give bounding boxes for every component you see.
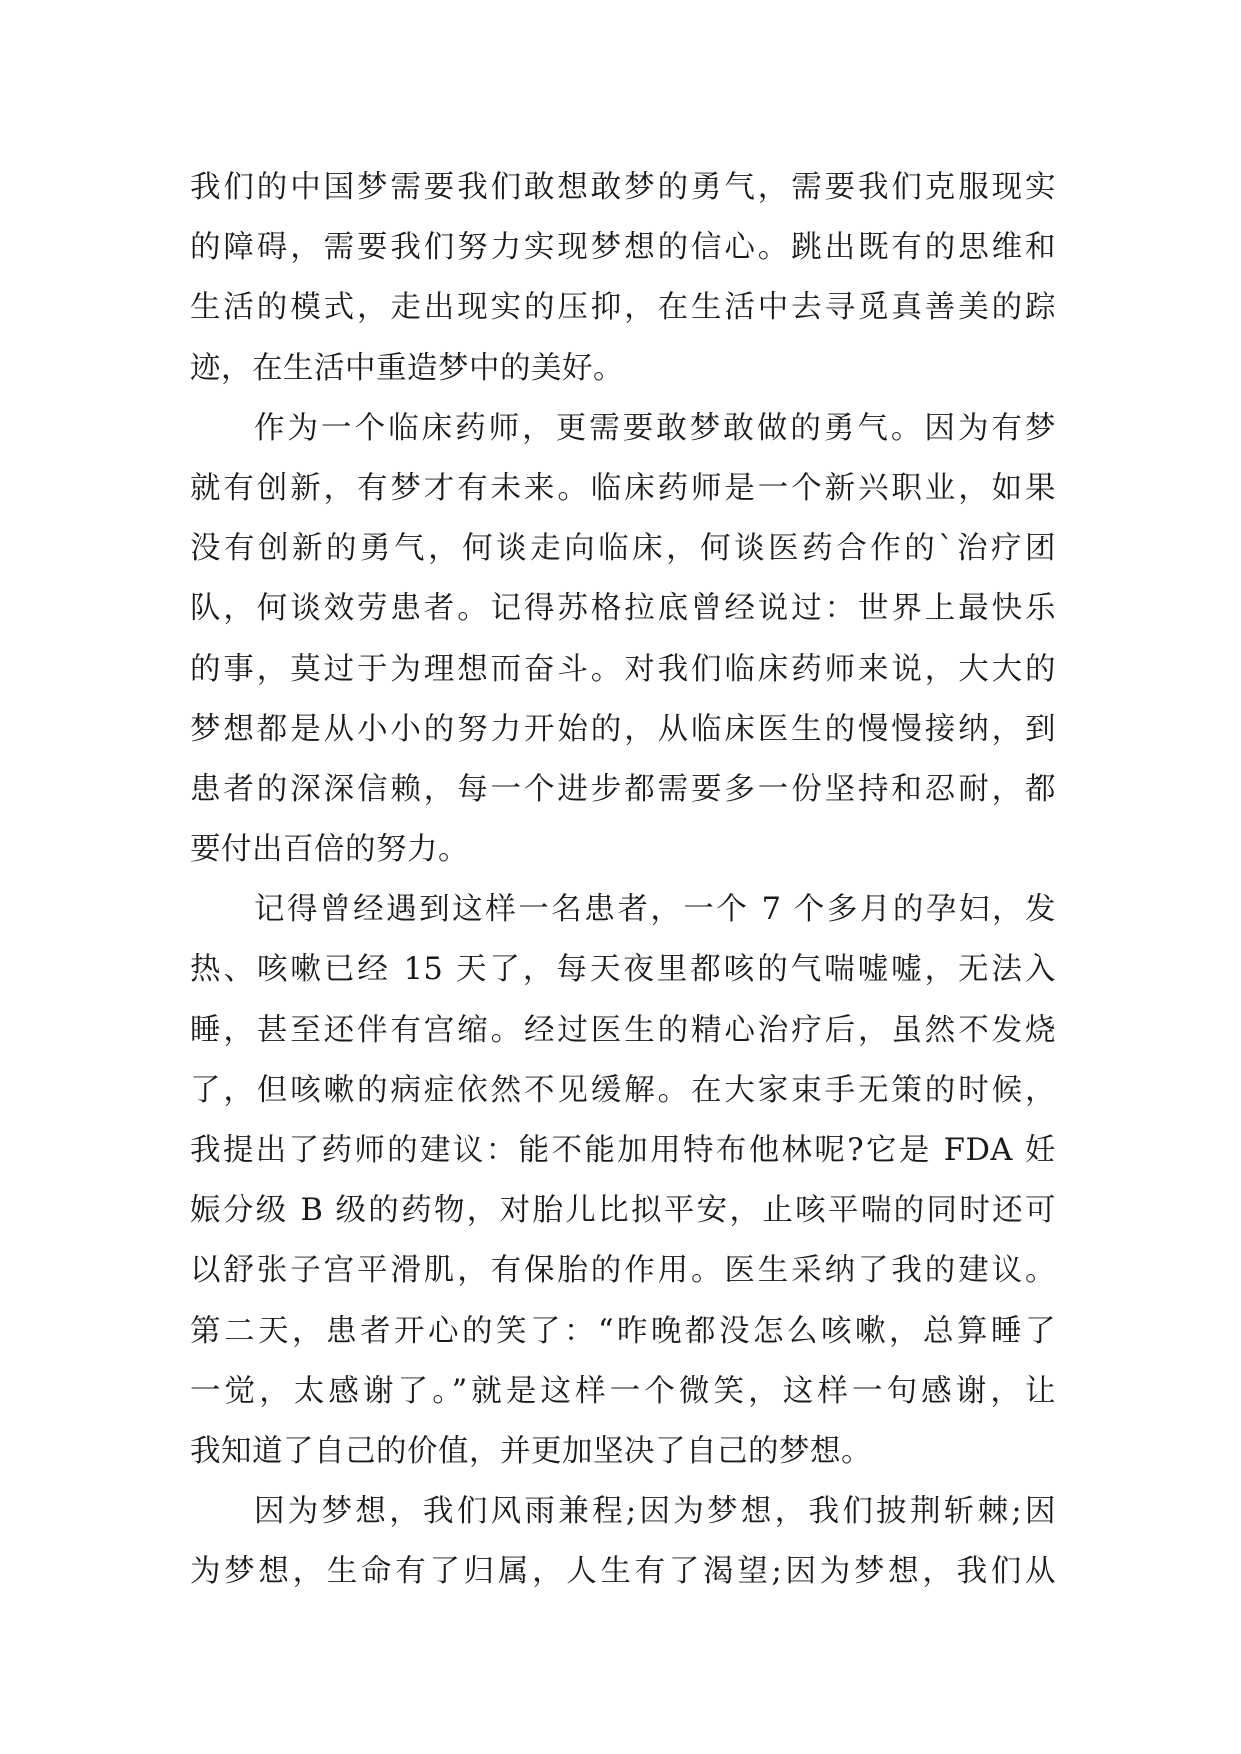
body-text	[190, 158, 1056, 1603]
paragraph	[190, 880, 1056, 1482]
text-line: 没有创新的勇气，何谈走向临床，何谈医药合作的`治疗团	[190, 531, 1056, 567]
text-line: 队，何谈效劳患者。记得苏格拉底曾经说过：世界上最快乐	[190, 591, 1056, 627]
text-line: 睡，甚至还伴有宫缩。经过医生的精心治疗后，虽然不发烧	[190, 1012, 1056, 1048]
text-line: 要付出百倍的努力。	[190, 832, 469, 868]
text-line: 因为梦想，我们风雨兼程;因为梦想，我们披荆斩棘;因	[254, 1494, 1056, 1530]
text-line: 生活的模式，走出现实的压抑，在生活中去寻觅真善美的踪	[190, 290, 1056, 326]
text-line: 记得曾经遇到这样一名患者，一个 7 个多月的孕妇，发	[254, 892, 1056, 928]
text-line: 梦想都是从小小的努力开始的，从临床医生的慢慢接纳，到	[190, 711, 1056, 747]
text-line: 娠分级 B 级的药物，对胎儿比拟平安，止咳平喘的同时还可	[190, 1193, 1056, 1229]
text-line: 迹，在生活中重造梦中的美好。	[190, 350, 624, 386]
paragraph	[190, 1482, 1056, 1602]
text-line: 的事，莫过于为理想而奋斗。对我们临床药师来说，大大的	[190, 651, 1056, 687]
text-line: 第二天，患者开心的笑了：“昨晚都没怎么咳嗽，总算睡了	[190, 1313, 1056, 1349]
text-line: 我们的中国梦需要我们敢想敢梦的勇气，需要我们克服现实	[190, 170, 1056, 205]
paragraph	[190, 158, 1056, 399]
text-line: 了，但咳嗽的病症依然不见缓解。在大家束手无策的时候，	[190, 1072, 1056, 1108]
text-line: 的障碍，需要我们努力实现梦想的信心。跳出既有的思维和	[190, 230, 1056, 266]
text-line: 我提出了药师的建议：能不能加用特布他林呢?它是 FDA 妊	[190, 1133, 1056, 1168]
paragraph	[190, 399, 1056, 881]
text-line: 以舒张子宫平滑肌，有保胎的作用。医生采纳了我的建议。	[190, 1253, 1056, 1289]
text-line: 为梦想，生命有了归属，人生有了渴望;因为梦想，我们从	[190, 1554, 1056, 1590]
text-line: 我知道了自己的价值，并更加坚决了自己的梦想。	[190, 1433, 872, 1469]
text-line: 一觉，太感谢了。”就是这样一个微笑，这样一句感谢，让	[190, 1373, 1056, 1409]
text-line: 热、咳嗽已经 15 天了，每天夜里都咳的气喘嘘嘘，无法入	[190, 952, 1056, 988]
text-line: 就有创新，有梦才有未来。临床药师是一个新兴职业，如果	[190, 470, 1056, 506]
text-line: 作为一个临床药师，更需要敢梦敢做的勇气。因为有梦	[254, 410, 1056, 446]
text-line: 患者的深深信赖，每一个进步都需要多一份坚持和忍耐，都	[190, 771, 1056, 807]
